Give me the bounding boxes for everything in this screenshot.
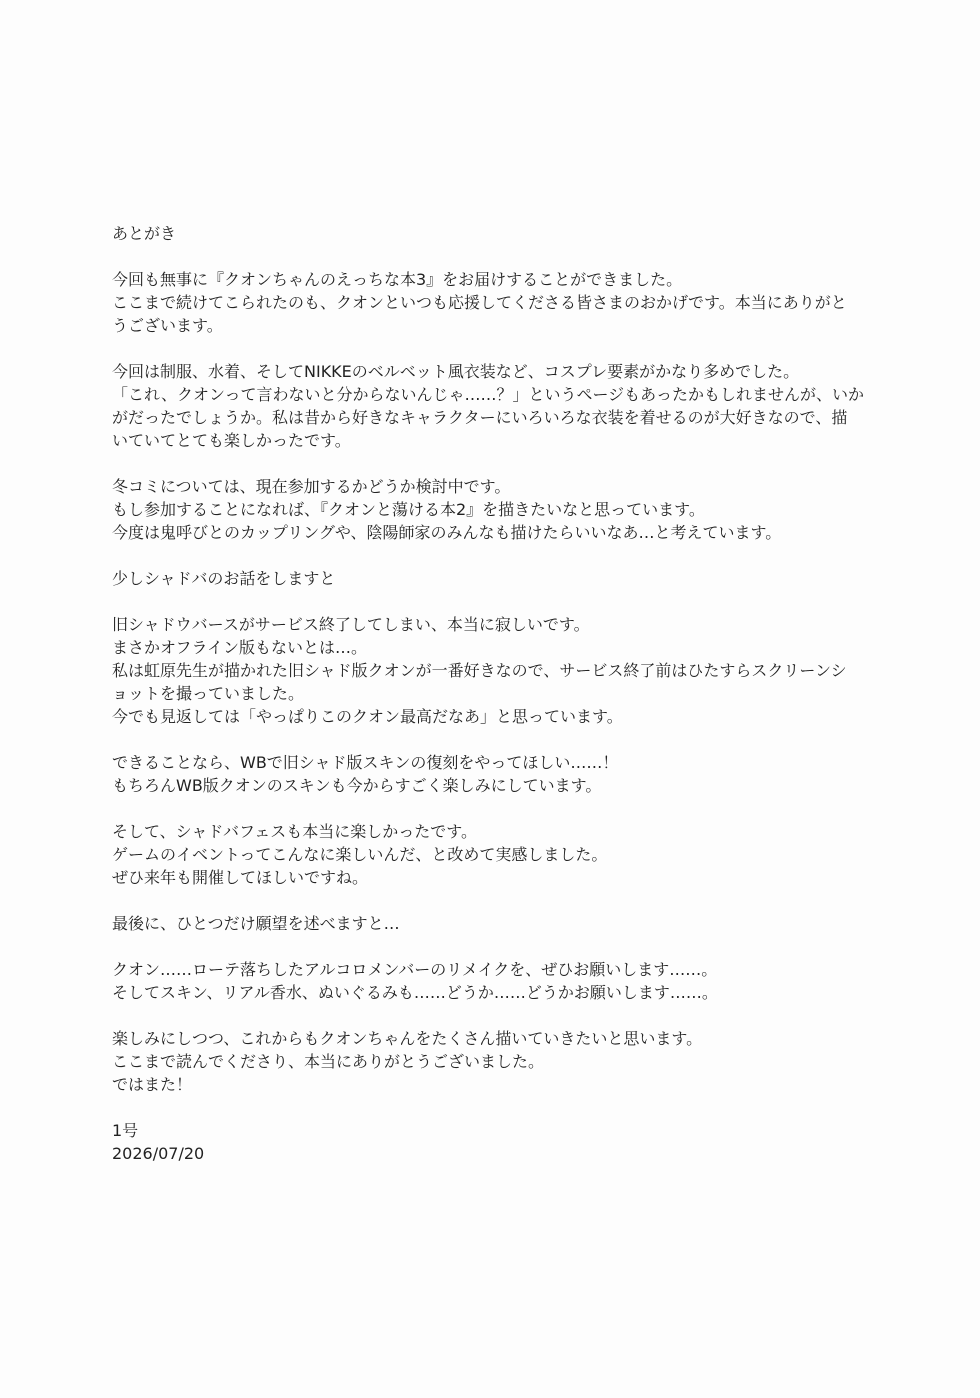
text-line: ゲームのイベントってこんなに楽しいんだ、と改めて実感しました。 (112, 845, 608, 864)
paragraph-1 (112, 268, 892, 337)
paragraph-9 (112, 958, 892, 1004)
paragraph-6 (112, 751, 892, 797)
text-line: ここまで読んでくださり、本当にありがとうございました。 (112, 1052, 545, 1071)
text-line: うございます。 (112, 316, 223, 335)
text-line: 少しシャドバのお話をしますと (112, 569, 336, 588)
author-name: 1号 (112, 1121, 139, 1140)
text-line: 今回は制服、水着、そしてNIKKEのベルベット風衣装など、コスプレ要素がかなり多めでした。 (112, 362, 800, 381)
text-line: ではまた！ (112, 1075, 193, 1094)
paragraph-5 (112, 613, 892, 728)
text-line: 最後に、ひとつだけ願望を述べますと… (112, 914, 400, 933)
text-line: 「これ、クオンって言わないと分からないんじゃ……？」というページもあったかもしれませんが、いか (112, 385, 865, 404)
text-line: 冬コミについては、現在参加するかどうか検討中です。 (112, 477, 511, 496)
text-line: もし参加することになれば、『クオンと蕩ける本2』を描きたいなと思っています。 (112, 500, 705, 519)
text-line: 旧シャドウバースがサービス終了してしまい、本当に寂しいです。 (112, 615, 590, 634)
text-line: 今度は鬼呼びとのカップリングや、陰陽師家のみんなも描けたらいいなあ…と考えています。 (112, 523, 782, 542)
text-line: クオン……ローテ落ちしたアルコロメンバーのリメイクを、ぜひお願いします……。 (112, 960, 718, 979)
text-line: ョットを撮っていました。 (112, 684, 305, 703)
page-title: あとがき (112, 224, 177, 243)
paragraph-7 (112, 820, 892, 889)
paragraph-8 (112, 912, 892, 935)
text-line: そしてスキン、リアル香水、ぬいぐるみも……どうか……どうかお願いします……。 (112, 983, 718, 1002)
paragraph-2 (112, 360, 892, 452)
text-line: 私は虹原先生が描かれた旧シャド版クオンが一番好きなので、サービス終了前はひたすらスクリーンシ (112, 661, 847, 680)
paragraph-10 (112, 1027, 892, 1096)
text-line: ここまで続けてこられたのも、クオンといつも応援してくださる皆さまのおかげです。本当にありがと (112, 293, 847, 312)
text-line: そして、シャドバフェスも本当に楽しかったです。 (112, 822, 477, 841)
text-line: 楽しみにしつつ、これからもクオンちゃんをたくさん描いていきたいと思います。 (112, 1029, 703, 1048)
text-line: ぜひ来年も開催してほしいですね。 (112, 868, 369, 887)
text-line: できることなら、WBで旧シャド版スキンの復刻をやってほしい……！ (112, 753, 619, 772)
signature (112, 1119, 892, 1165)
text-line: 今回も無事に『クオンちゃんのえっちな本3』をお届けすることができました。 (112, 270, 683, 289)
paragraph-3 (112, 475, 892, 544)
afterword-text (112, 222, 892, 1165)
text-line: 今でも見返しては「やっぱりこのクオン最高だなあ」と思っています。 (112, 707, 623, 726)
date: 2026/07/20 (112, 1144, 205, 1163)
text-line: がだったでしょうか。私は昔から好きなキャラクターにいろいろな衣装を着せるのが大好きなので、描 (112, 408, 848, 427)
text-line: もちろんWB版クオンのスキンも今からすごく楽しみにしています。 (112, 776, 602, 795)
text-line: いていてとても楽しかったです。 (112, 431, 351, 450)
paragraph-4 (112, 567, 892, 590)
text-line: まさかオフライン版もないとは…。 (112, 638, 368, 657)
